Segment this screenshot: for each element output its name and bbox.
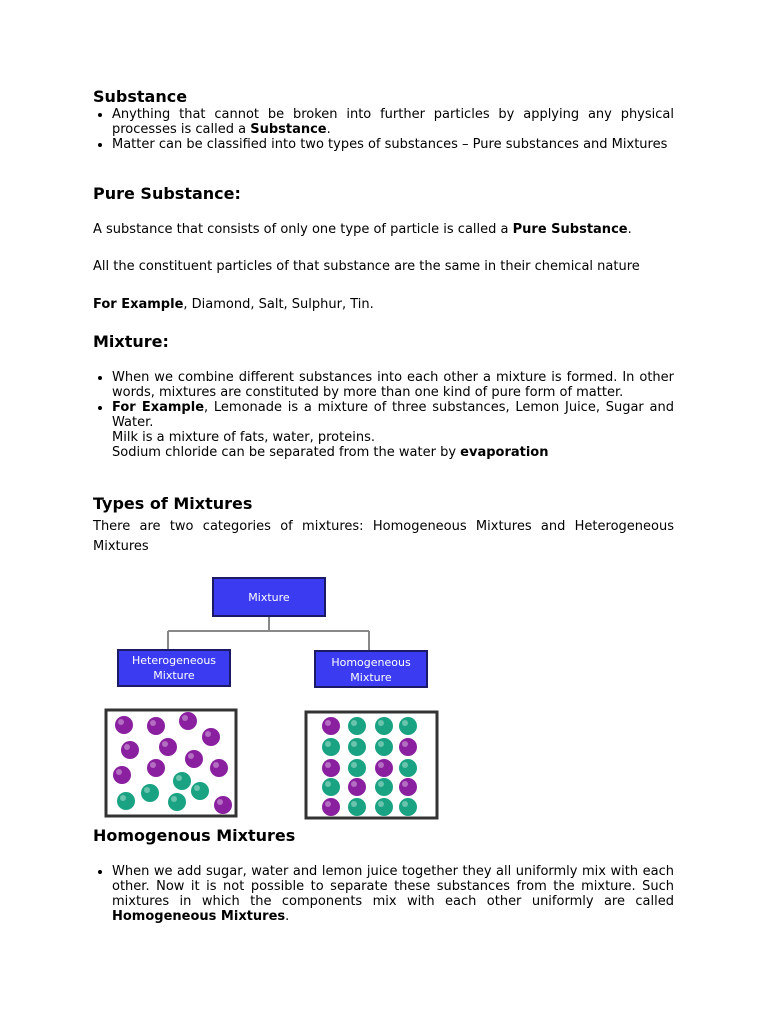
- particle-highlight: [351, 801, 357, 807]
- particle-highlight: [378, 741, 384, 747]
- root-box-label: Mixture: [248, 591, 290, 604]
- list-item: [112, 864, 674, 924]
- homogeneous-particle: [322, 759, 340, 777]
- heterogeneous-particle: [159, 738, 177, 756]
- particle-highlight: [217, 799, 223, 805]
- heterogeneous-particle: [168, 793, 186, 811]
- particle-highlight: [351, 720, 357, 726]
- homogeneous-particle: [399, 738, 417, 756]
- heterogeneous-box: [118, 650, 230, 686]
- particle-highlight: [325, 801, 331, 807]
- list-item: [112, 107, 674, 137]
- homogeneous-particle: [375, 798, 393, 816]
- homogeneous-particle: [348, 717, 366, 735]
- particle-highlight: [162, 741, 168, 747]
- homogeneous-particle: [399, 759, 417, 777]
- homogenous-list: [93, 864, 674, 924]
- particle-highlight: [351, 762, 357, 768]
- heterogeneous-particle: [214, 796, 232, 814]
- example-label: For Example: [93, 297, 184, 312]
- particle-highlight: [176, 775, 182, 781]
- homogeneous-particle: [348, 759, 366, 777]
- bullet-text: Sodium chloride can be separated from the water by: [112, 445, 461, 460]
- particle-highlight: [150, 720, 156, 726]
- homogeneous-particle: [399, 778, 417, 796]
- bullet-text: , Lemonade is a mixture of three substances, Lemon Juice, Sugar and Water.: [112, 400, 674, 430]
- particle-highlight: [194, 785, 200, 791]
- heterogeneous-label-1: Heterogeneous: [131, 654, 217, 667]
- bullet-text-end: .: [326, 122, 331, 137]
- particle-highlight: [116, 769, 122, 775]
- particle-highlight: [325, 762, 331, 768]
- homogeneous-particle: [322, 738, 340, 756]
- heterogeneous-particle: [113, 766, 131, 784]
- heterogeneous-particle: [191, 782, 209, 800]
- particle-highlight: [325, 781, 331, 787]
- heterogeneous-particle: [210, 759, 228, 777]
- particle-highlight: [124, 744, 130, 750]
- bullet-bold: evaporation: [460, 445, 549, 460]
- heterogeneous-particle: [117, 792, 135, 810]
- particle-highlight: [402, 720, 408, 726]
- heterogeneous-particle: [147, 759, 165, 777]
- list-item: [112, 400, 674, 460]
- particle-highlight: [402, 741, 408, 747]
- particle-highlight: [402, 781, 408, 787]
- homogeneous-particle: [375, 759, 393, 777]
- homogeneous-particle: [348, 778, 366, 796]
- bullet-text: Milk is a mixture of fats, water, proteins.: [112, 430, 375, 445]
- connector-lines: [168, 617, 369, 652]
- particle-highlight: [325, 741, 331, 747]
- mixture-list-wrap: [93, 370, 674, 460]
- pure-nature-text: All the constituent particles of that substance are the same in their chemical nature: [93, 259, 640, 274]
- pure-bold: Pure Substance: [512, 222, 628, 237]
- section-mixture: [93, 332, 674, 352]
- particle-highlight: [205, 731, 211, 737]
- example-text: , Diamond, Salt, Sulphur, Tin.: [183, 297, 374, 312]
- particle-highlight: [378, 781, 384, 787]
- list-item: • When we combine different substances into each other a mixture is formed. In other words, mixtures are constituted by more than one kind of pure form of matter.: [112, 370, 674, 400]
- particle-highlight: [402, 762, 408, 768]
- substance-list: [93, 107, 674, 152]
- homogeneous-box: [315, 651, 427, 687]
- pure-example: [93, 297, 674, 313]
- homogeneous-particle: [348, 738, 366, 756]
- list-item: [112, 137, 674, 152]
- particle-highlight: [150, 762, 156, 768]
- homogeneous-label-1: Homogeneous: [331, 656, 411, 669]
- homogeneous-particle: [399, 717, 417, 735]
- particle-highlight: [325, 720, 331, 726]
- types-text: There are two categories of mixtures: Homogeneous Mixtures and Heterogeneous Mixtures: [93, 519, 674, 554]
- homogeneous-particle: [348, 798, 366, 816]
- particle-highlight: [378, 720, 384, 726]
- mixture-root-box: [213, 578, 325, 616]
- particle-highlight: [118, 719, 124, 725]
- homogeneous-particle: [375, 717, 393, 735]
- heterogeneous-label-2: Mixture: [153, 669, 195, 682]
- pure-definition: [93, 222, 674, 237]
- bullet-text: Anything that cannot be broken into further particles by applying any physical processes is called a: [112, 107, 674, 137]
- bullet-text: When we add sugar, water and lemon juice together they all uniformly mix with each other. Now it is not possible to separate these substances from the mixture. Such mixtures in which the components mix with each other uniformly are called: [112, 864, 674, 909]
- particle-highlight: [213, 762, 219, 768]
- heterogeneous-particle: [173, 772, 191, 790]
- mixture-diagram: [100, 575, 445, 825]
- particle-highlight: [378, 762, 384, 768]
- pure-substance-heading: Pure Substance:: [93, 184, 241, 203]
- homogenous-list-wrap: [93, 864, 674, 924]
- substance-heading: Substance: [93, 87, 188, 106]
- particle-highlight: [120, 795, 126, 801]
- bullet-bold: Substance: [250, 122, 327, 137]
- bullet-text-end: .: [285, 909, 290, 924]
- particle-highlight: [144, 787, 150, 793]
- homogeneous-particle: [322, 778, 340, 796]
- mixture-list: [93, 370, 674, 460]
- particle-highlight: [171, 796, 177, 802]
- bullet-text: Matter can be classified into two types of substances – Pure substances and Mixtures: [112, 137, 668, 152]
- heterogeneous-particle: [115, 716, 133, 734]
- particle-highlight: [351, 781, 357, 787]
- heterogeneous-particle: [179, 712, 197, 730]
- types-heading: Types of Mixtures: [93, 494, 253, 513]
- heterogeneous-particle: [141, 784, 159, 802]
- section-types: [93, 494, 674, 514]
- pure-text-end: .: [627, 222, 632, 237]
- heterogeneous-particle: [147, 717, 165, 735]
- homogeneous-particle: [322, 798, 340, 816]
- pure-text: A substance that consists of only one type of particle is called a: [93, 222, 513, 237]
- particle-highlight: [402, 801, 408, 807]
- homogeneous-particle: [322, 717, 340, 735]
- homogeneous-particle: [375, 738, 393, 756]
- heterogeneous-particle: [202, 728, 220, 746]
- particle-highlight: [182, 715, 188, 721]
- particle-highlight: [188, 753, 194, 759]
- homogeneous-particle: [375, 778, 393, 796]
- particle-highlight: [351, 741, 357, 747]
- mixture-heading: Mixture:: [93, 332, 169, 351]
- homogenous-heading: Homogenous Mixtures: [93, 826, 296, 845]
- pure-nature: [93, 257, 674, 277]
- homogeneous-label-2: Mixture: [350, 671, 392, 684]
- heterogeneous-particle: [121, 741, 139, 759]
- example-label: For Example: [112, 400, 205, 415]
- types-text-wrap: [93, 517, 674, 557]
- heterogeneous-particle: [185, 750, 203, 768]
- section-pure-substance: [93, 184, 674, 204]
- section-homogenous: [93, 826, 674, 846]
- particle-highlight: [378, 801, 384, 807]
- homogeneous-particle: [399, 798, 417, 816]
- section-substance: [93, 87, 674, 152]
- bullet-bold: Homogeneous Mixtures: [112, 909, 286, 924]
